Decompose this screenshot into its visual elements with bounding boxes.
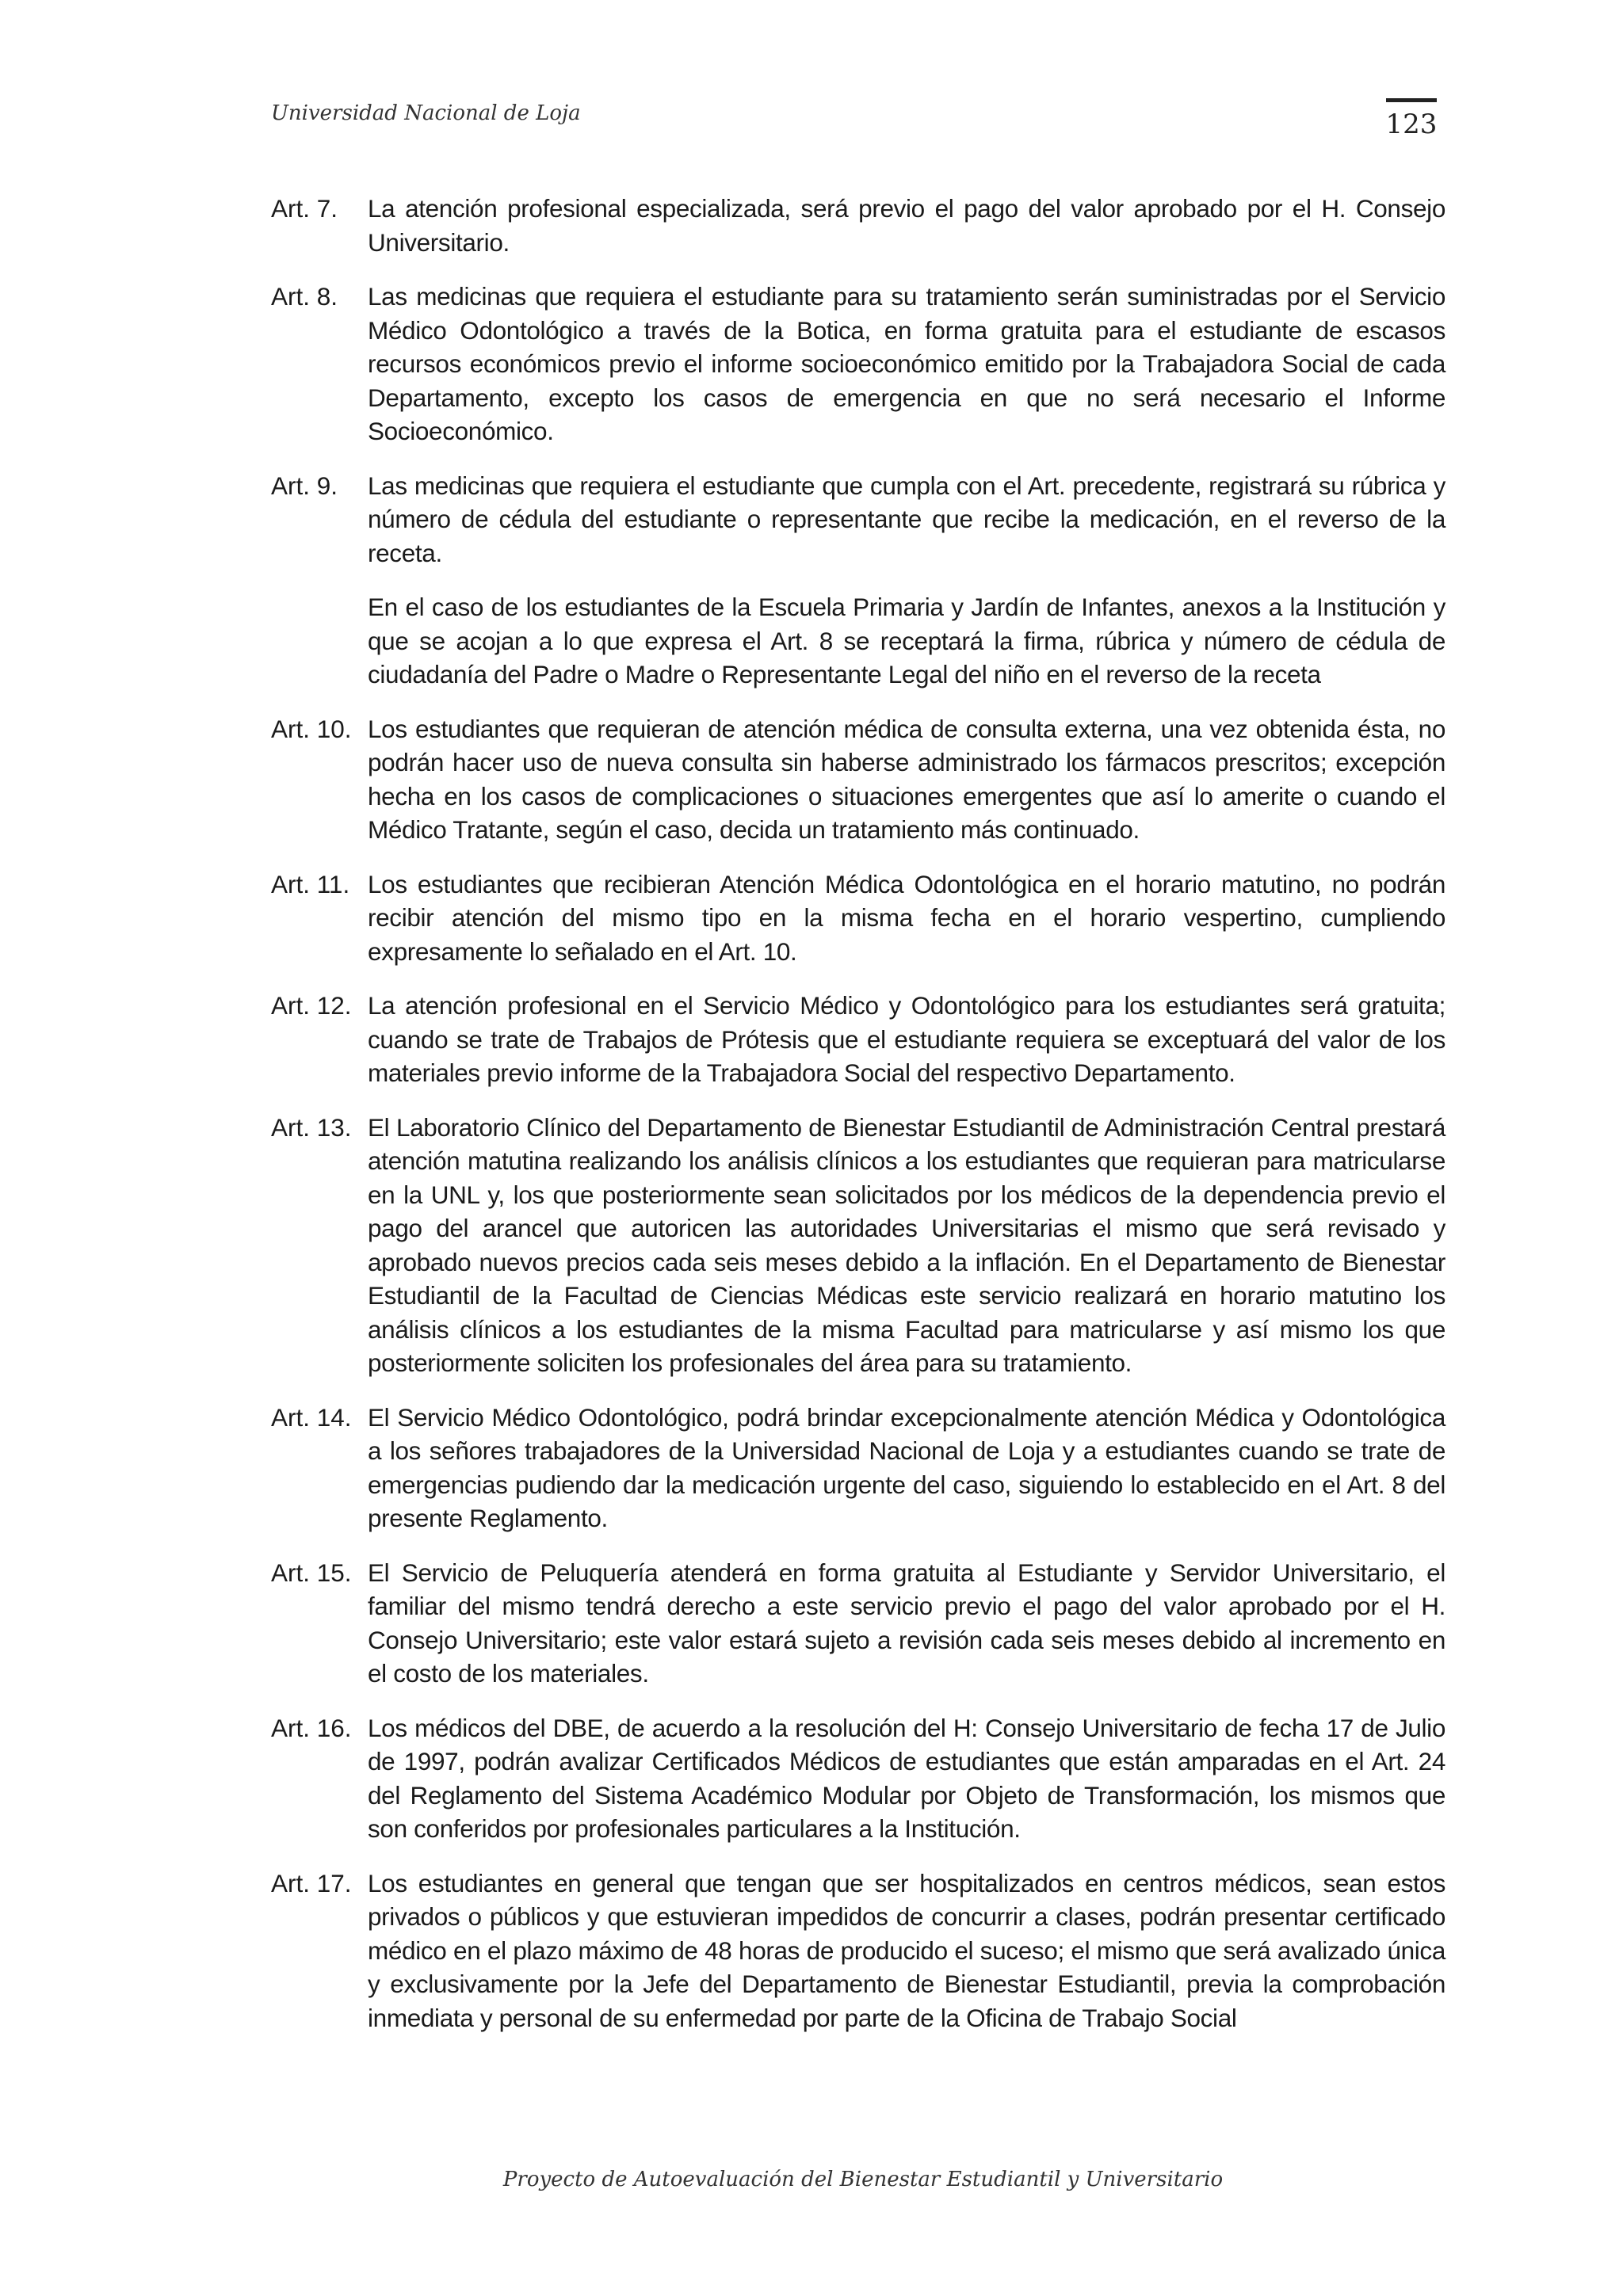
article-paragraph: En el caso de los estudiantes de la Escuela Primaria y Jardín de Infantes, anexos a la Institución y que se acojan a lo que expresa el Art. 8 se receptará la firma, rúbrica y número de cédula de ciudadanía del Padre o Madre o Representante Legal del niño en el reverso de la receta xyxy=(368,593,1445,688)
article-label: Art. 16. xyxy=(271,1713,352,1742)
article-label: Art. 10. xyxy=(271,714,352,743)
article-label: Art. 7. xyxy=(271,194,338,223)
article-paragraph: El Laboratorio Clínico del Departamento de Bienestar Estudiantil de Administración Central prestará atención matutina realizando los análisis clínicos a los estudiantes que requieran para matricularse en la UNL y, los que posteriormente sean solicitados por los médicos de la dependencia previo el pago del arancel que autoricen las autoridades Universitarias el mismo que será revisado y aprobado nuevos precios cada seis meses debido a la inflación. En el Departamento de Bienestar Estudiantil de la Facultad de Ciencias Médicas este servicio realizará en horario matutino los análisis clínicos a los estudiantes de la misma Facultad para matricularse y así mismo los que posteriormente soliciten los profesionales del área para su tratamiento. xyxy=(368,1112,1445,1377)
page-number: 123 xyxy=(1385,109,1438,140)
article xyxy=(271,1711,1445,1846)
article-paragraph: Los estudiantes que recibieran Atención Médica Odontológica en el horario matutino, no podrán recibir atención del mismo tipo en la misma fecha en el horario vespertino, cumpliendo expresamente lo señalado en el Art. 10. xyxy=(368,869,1445,966)
article-text xyxy=(368,712,1445,847)
article-text xyxy=(368,1711,1445,1846)
article-paragraph: La atención profesional especializada, será previo el pago del valor aprobado por el H. Consejo Universitario. xyxy=(368,194,1445,257)
article xyxy=(271,989,1445,1090)
article xyxy=(271,712,1445,847)
article xyxy=(271,1111,1445,1380)
article-text xyxy=(368,280,1445,448)
article-label: Art. 17. xyxy=(271,1868,352,1897)
article-paragraph: Las medicinas que requiera el estudiante que cumpla con el Art. precedente, registrará su rúbrica y número de cédula del estudiante o representante que recibe la medicación, en el reverso de la receta. xyxy=(368,471,1445,567)
article-paragraph: El Servicio de Peluquería atenderá en forma gratuita al Estudiante y Servidor Universitario, el familiar del mismo tendrá derecho a este servicio previo el pago del valor aprobado por el H. Consejo Universitario; este valor estará sujeto a revisión cada seis meses debido al incremento en el costo de los materiales. xyxy=(368,1558,1445,1688)
article xyxy=(271,1556,1445,1691)
article-label: Art. 11. xyxy=(271,869,350,898)
page-number-block xyxy=(1379,98,1444,140)
article xyxy=(271,868,1445,969)
article-paragraph: Los estudiantes en general que tengan que ser hospitalizados en centros médicos, sean estos privados o públicos y que estuvieran impedidos de concurrir a clases, podrán presentar certificado médico en el plazo máximo de 48 horas de producido el suceso; el mismo que será avalizado única y exclusivamente por la Jefe del Departamento de Bienestar Estudiantil, previa la comprobación inmediata y personal de su enfermedad por parte de la Oficina de Trabajo Social xyxy=(368,1868,1445,2032)
running-header: Universidad Nacional de Loja xyxy=(271,101,581,125)
article-text xyxy=(368,1401,1445,1535)
article xyxy=(271,1867,1445,2035)
article-text xyxy=(368,469,1445,692)
running-footer: Proyecto de Autoevaluación del Bienestar Estudiantil y Universitario xyxy=(502,2168,1224,2191)
page-number-rule xyxy=(1386,98,1437,102)
article xyxy=(271,469,1445,692)
article-text xyxy=(368,1556,1445,1691)
article xyxy=(271,192,1445,259)
article-text xyxy=(368,868,1445,969)
article-text xyxy=(368,989,1445,1090)
article-paragraph: El Servicio Médico Odontológico, podrá brindar excepcionalmente atención Médica y Odontológica a los señores trabajadores de la Universidad Nacional de Loja y a estudiantes cuando se trate de emergencias pudiendo dar la medicación urgente del caso, siguiendo lo establecido en el Art. 8 del presente Reglamento. xyxy=(368,1402,1445,1532)
article-paragraph: La atención profesional en el Servicio Médico y Odontológico para los estudiantes será gratuita; cuando se trate de Trabajos de Prótesis que el estudiante requiera se exceptuará del valor de los materiales previo informe de la Trabajadora Social del respectivo Departamento. xyxy=(368,991,1445,1087)
article-label: Art. 13. xyxy=(271,1112,352,1142)
article-label: Art. 12. xyxy=(271,991,352,1020)
article-text xyxy=(368,192,1445,259)
article-label: Art. 15. xyxy=(271,1558,352,1587)
article-label: Art. 14. xyxy=(271,1402,352,1432)
article-text xyxy=(368,1111,1445,1380)
article-label: Art. 8. xyxy=(271,282,338,311)
article-paragraph: Los médicos del DBE, de acuerdo a la resolución del H: Consejo Universitario de fecha 17 de Julio de 1997, podrán avalizar Certificados Médicos de estudiantes que están amparadas en el Art. 24 del Reglamento del Sistema Académico Modular por Objeto de Transformación, los mismos que son conferidos por profesionales particulares a la Institución. xyxy=(368,1713,1445,1843)
article-paragraph: Las medicinas que requiera el estudiante para su tratamiento serán suministradas por el Servicio Médico Odontológico a través de la Botica, en forma gratuita para el estudiante de escasos recursos económicos previo el informe socioeconómico emitido por la Trabajadora Social de cada Departamento, excepto los casos de emergencia en que no será necesario el Informe Socioeconómico. xyxy=(368,282,1445,445)
article-label: Art. 9. xyxy=(271,471,338,500)
article-text xyxy=(368,1867,1445,2035)
article xyxy=(271,1401,1445,1535)
article xyxy=(271,280,1445,448)
article-paragraph: Los estudiantes que requieran de atención médica de consulta externa, una vez obtenida ésta, no podrán hacer uso de nueva consulta sin haberse administrado los fármacos prescritos; excepción hecha en los casos de complicaciones o situaciones emergentes que así lo amerite o cuando el Médico Tratante, según el caso, decida un tratamiento más continuado. xyxy=(368,714,1445,844)
document-body xyxy=(271,192,1445,2055)
